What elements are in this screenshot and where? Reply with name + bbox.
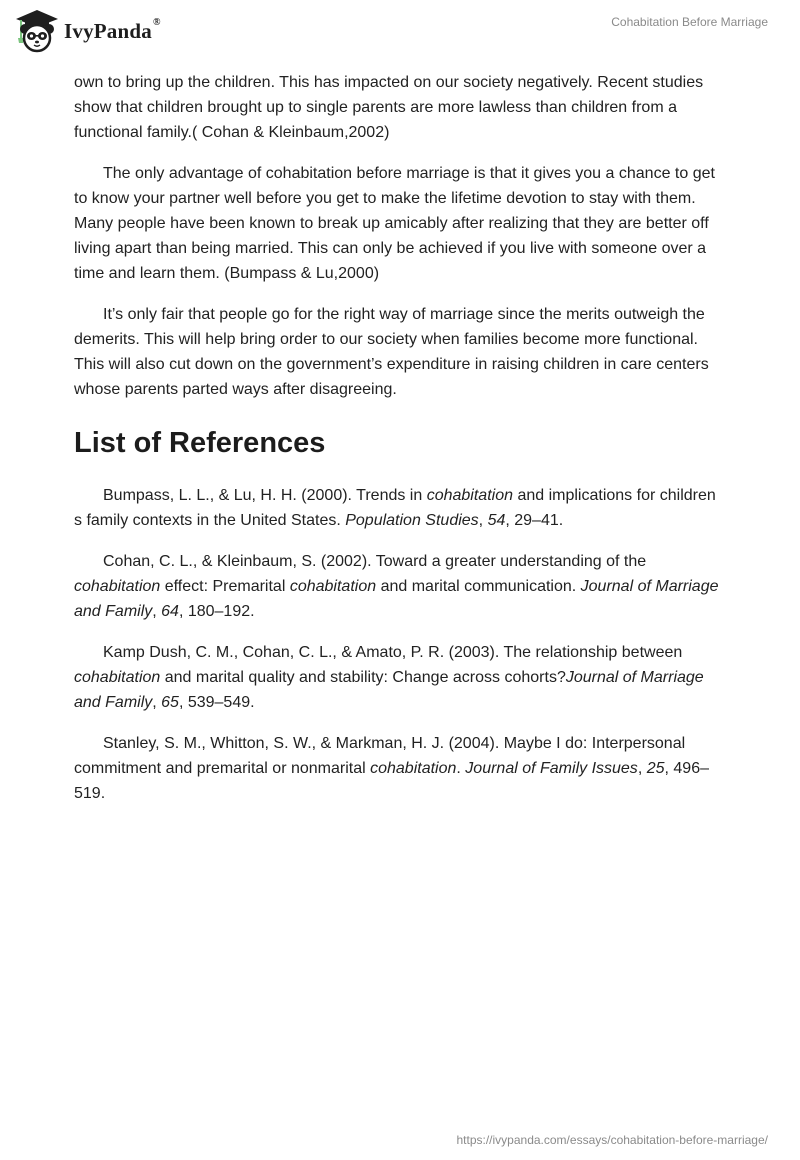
essay-content — [74, 70, 726, 822]
page-header — [0, 0, 800, 62]
source-url-link[interactable]: https://ivypanda.com/essays/cohabitation-before-marriage/ — [456, 1133, 768, 1147]
panda-graduate-icon — [14, 8, 60, 54]
reference-item: Bumpass, L. L., & Lu, H. H. (2000). Trends in cohabitation and implications for children s family contexts in the United States. Population Studies, 54, 29–41. — [74, 487, 716, 529]
ivypanda-logo[interactable] — [14, 8, 161, 54]
body-paragraph: It’s only fair that people go for the right way of marriage since the merits outweigh the demerits. This will help bring order to our society when families become more functional. This will also cut down on the government’s expenditure in raising children in care centers whose parents parted ways after disagreeing. — [74, 306, 709, 398]
brand-name: IvyPanda® — [64, 16, 161, 43]
reference-item: Stanley, S. M., Whitton, S. W., & Markman, H. J. (2004). Maybe I do: Interpersonal commitment and premarital or nonmarital cohabitation. Journal of Family Issues, 25, 496–519. — [74, 735, 709, 802]
document-title: Cohabitation Before Marriage — [611, 15, 768, 29]
reference-item: Kamp Dush, C. M., Cohan, C. L., & Amato, P. R. (2003). The relationship between cohabitation and marital quality and stability: Change across cohorts?Journal of Marriage and Family, 65, 539–549. — [74, 644, 704, 711]
reference-item: Cohan, C. L., & Kleinbaum, S. (2002). Toward a greater understanding of the cohabitation effect: Premarital cohabitation and marital communication. Journal of Marriage and Family, 64, 180–192. — [74, 553, 719, 620]
body-paragraph: own to bring up the children. This has impacted on our society negatively. Recent studies show that children brought up to single parents are more lawless than children from a functional family.( Cohan & Kleinbaum,2002) — [74, 74, 704, 141]
references-heading: List of References — [74, 427, 326, 459]
body-paragraph: The only advantage of cohabitation before marriage is that it gives you a chance to get to know your partner well before you get to make the lifetime devotion to stay with them. Many people have been known to break up amicably after realizing that they are better off living apart than being married. This can only be achieved if you live with someone over a time and learn them. (Bumpass & Lu,2000) — [74, 165, 715, 282]
